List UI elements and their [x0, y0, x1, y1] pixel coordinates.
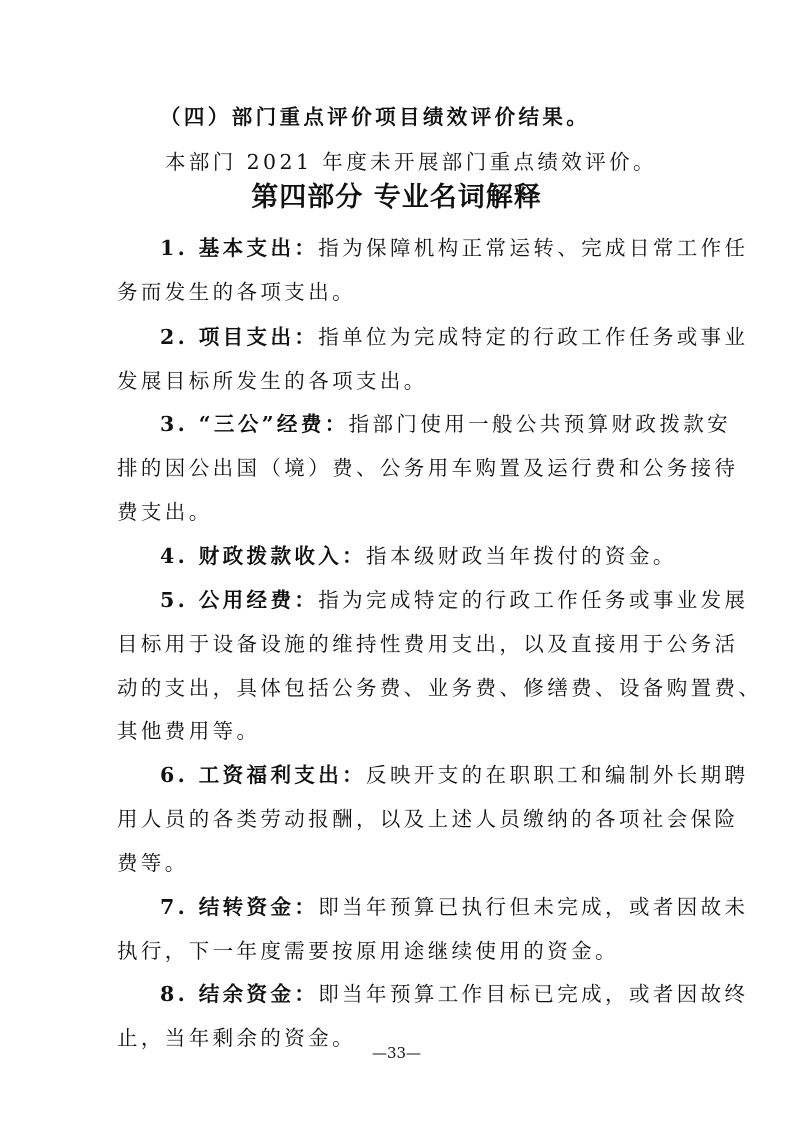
term-label: 8. 结余资金：	[160, 982, 319, 1006]
term-line	[160, 588, 749, 612]
term-text: 指本级财政当年拨付的资金。	[366, 544, 677, 568]
term-line: 执行，下一年度需要按原用途继续使用的资金。	[117, 939, 619, 963]
term-label: 3. “三公”经费：	[160, 412, 349, 436]
term-line	[160, 325, 749, 349]
term-text: 指部门使用一般公共预算财政拨款安	[348, 412, 732, 436]
term-label: 2. 项目支出：	[160, 325, 319, 349]
term-label: 7. 结转资金：	[160, 895, 319, 919]
term-label: 4. 财政拨款收入：	[160, 544, 367, 568]
term-text: 反映开支的在职职工和编制外长期聘	[366, 763, 749, 787]
term-line: 用人员的各类劳动报酬，以及上述人员缴纳的各项社会保险	[117, 807, 739, 831]
term-line: 动的支出，具体包括公务费、业务费、修缮费、设备购置费、	[117, 676, 763, 700]
term-label: 6. 工资福利支出：	[160, 763, 367, 787]
term-line: 其他费用等。	[117, 719, 261, 743]
term-line	[160, 895, 749, 919]
term-line	[160, 236, 749, 260]
term-text: 指为完成特定的行政工作任务或事业发展	[318, 588, 749, 612]
term-line	[160, 546, 720, 567]
term-label: 1. 基本支出：	[160, 236, 319, 260]
term-text: 即当年预算工作目标已完成，或者因故终	[318, 982, 749, 1006]
term-line: 止，当年剩余的资金。	[117, 1026, 356, 1050]
term-text: 指单位为完成特定的行政工作任务或事业	[318, 325, 749, 349]
term-line: 费支出。	[117, 500, 213, 524]
term-line: 务而发生的各项支出。	[117, 280, 356, 304]
section-title: （四）部门重点评价项目绩效评价结果。	[160, 105, 591, 129]
section-body: 本部门 2021 年度未开展部门重点绩效评价。	[165, 150, 657, 174]
term-line	[160, 412, 732, 436]
part-heading: 第四部分 专业名词解释	[251, 182, 542, 213]
term-line: 目标用于设备设施的维持性费用支出，以及直接用于公务活	[117, 632, 739, 656]
term-text: 即当年预算已执行但未完成，或者因故未	[318, 895, 749, 919]
page-number: —33—	[371, 1044, 422, 1062]
term-line	[160, 982, 749, 1006]
term-text: 指为保障机构正常运转、完成日常工作任	[318, 236, 749, 260]
term-line: 排的因公出国（境）费、公务用车购置及运行费和公务接待	[117, 456, 739, 480]
term-line: 发展目标所发生的各项支出。	[117, 369, 428, 393]
term-label: 5. 公用经费：	[160, 588, 319, 612]
term-line	[160, 763, 749, 787]
term-line: 费等。	[117, 851, 189, 875]
